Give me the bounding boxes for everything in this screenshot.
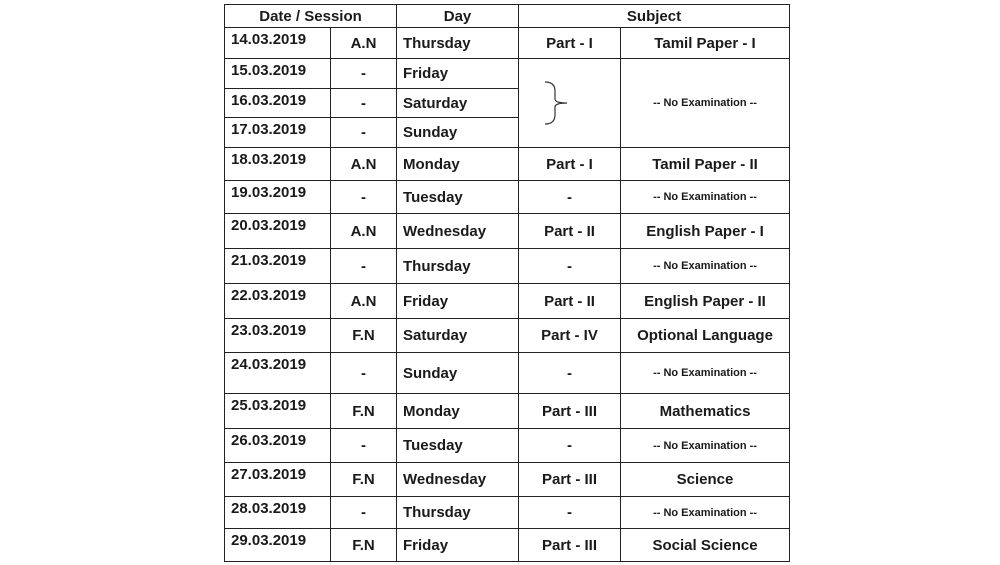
subject-cell: -- No Examination -- (621, 497, 790, 529)
header-day: Day (397, 5, 519, 28)
table-row (225, 214, 790, 249)
subject-cell: Optional Language (621, 319, 790, 353)
date-cell: 18.03.2019 (225, 148, 331, 181)
subject-cell: -- No Examination -- (621, 353, 790, 394)
day-cell: Friday (397, 284, 519, 319)
day-cell: Monday (397, 148, 519, 181)
part-cell: Part - III (519, 394, 621, 429)
day-cell: Thursday (397, 249, 519, 284)
table-row (225, 463, 790, 497)
table-row (225, 59, 790, 89)
table-row (225, 319, 790, 353)
part-cell: Part - III (519, 463, 621, 497)
day-cell: Tuesday (397, 181, 519, 214)
session-cell: - (331, 353, 397, 394)
timetable-body (225, 28, 790, 562)
subject-cell: -- No Examination -- (621, 429, 790, 463)
part-cell: Part - I (519, 148, 621, 181)
date-cell: 29.03.2019 (225, 529, 331, 562)
day-cell: Wednesday (397, 214, 519, 249)
date-cell: 20.03.2019 (225, 214, 331, 249)
date-cell: 21.03.2019 (225, 249, 331, 284)
session-cell: - (331, 429, 397, 463)
day-cell: Monday (397, 394, 519, 429)
date-cell: 26.03.2019 (225, 429, 331, 463)
date-cell: 16.03.2019 (225, 89, 331, 118)
header-row (225, 5, 790, 28)
part-cell: Part - II (519, 284, 621, 319)
day-cell: Sunday (397, 353, 519, 394)
part-cell: - (519, 497, 621, 529)
day-cell: Saturday (397, 89, 519, 118)
subject-cell: Science (621, 463, 790, 497)
table-row (225, 28, 790, 59)
part-cell: - (519, 249, 621, 284)
date-cell: 14.03.2019 (225, 28, 331, 59)
subject-cell: Tamil Paper - II (621, 148, 790, 181)
session-cell: F.N (331, 463, 397, 497)
date-cell: 27.03.2019 (225, 463, 331, 497)
subject-cell: Tamil Paper - I (621, 28, 790, 59)
date-cell: 19.03.2019 (225, 181, 331, 214)
subject-cell: Social Science (621, 529, 790, 562)
table-row (225, 181, 790, 214)
subject-cell: -- No Examination -- (621, 59, 790, 148)
part-cell: Part - II (519, 214, 621, 249)
session-cell: - (331, 497, 397, 529)
part-cell: Part - I (519, 28, 621, 59)
day-cell: Tuesday (397, 429, 519, 463)
part-cell: Part - III (519, 529, 621, 562)
session-cell: A.N (331, 214, 397, 249)
table-row (225, 429, 790, 463)
session-cell: F.N (331, 394, 397, 429)
table-row (225, 529, 790, 562)
table-row (225, 497, 790, 529)
subject-cell: -- No Examination -- (621, 181, 790, 214)
day-cell: Thursday (397, 28, 519, 59)
session-cell: A.N (331, 148, 397, 181)
session-cell: F.N (331, 529, 397, 562)
session-cell: - (331, 118, 397, 148)
day-cell: Friday (397, 59, 519, 89)
exam-timetable (224, 4, 790, 562)
curly-brace-icon (541, 79, 577, 127)
session-cell: A.N (331, 28, 397, 59)
day-cell: Wednesday (397, 463, 519, 497)
session-cell: A.N (331, 284, 397, 319)
date-cell: 25.03.2019 (225, 394, 331, 429)
table-row (225, 249, 790, 284)
session-cell: - (331, 59, 397, 89)
date-cell: 28.03.2019 (225, 497, 331, 529)
day-cell: Thursday (397, 497, 519, 529)
date-cell: 22.03.2019 (225, 284, 331, 319)
table-row (225, 148, 790, 181)
part-cell-brace (519, 59, 621, 148)
day-cell: Saturday (397, 319, 519, 353)
header-date-session: Date / Session (225, 5, 397, 28)
day-cell: Friday (397, 529, 519, 562)
subject-cell: -- No Examination -- (621, 249, 790, 284)
table-row (225, 284, 790, 319)
subject-cell: English Paper - II (621, 284, 790, 319)
session-cell: F.N (331, 319, 397, 353)
date-cell: 23.03.2019 (225, 319, 331, 353)
part-cell: - (519, 429, 621, 463)
part-cell: - (519, 181, 621, 214)
session-cell: - (331, 89, 397, 118)
date-cell: 15.03.2019 (225, 59, 331, 89)
subject-cell: English Paper - I (621, 214, 790, 249)
date-cell: 17.03.2019 (225, 118, 331, 148)
session-cell: - (331, 181, 397, 214)
table-row (225, 394, 790, 429)
header-subject: Subject (519, 5, 790, 28)
table-row (225, 353, 790, 394)
day-cell: Sunday (397, 118, 519, 148)
part-cell: - (519, 353, 621, 394)
session-cell: - (331, 249, 397, 284)
part-cell: Part - IV (519, 319, 621, 353)
date-cell: 24.03.2019 (225, 353, 331, 394)
subject-cell: Mathematics (621, 394, 790, 429)
